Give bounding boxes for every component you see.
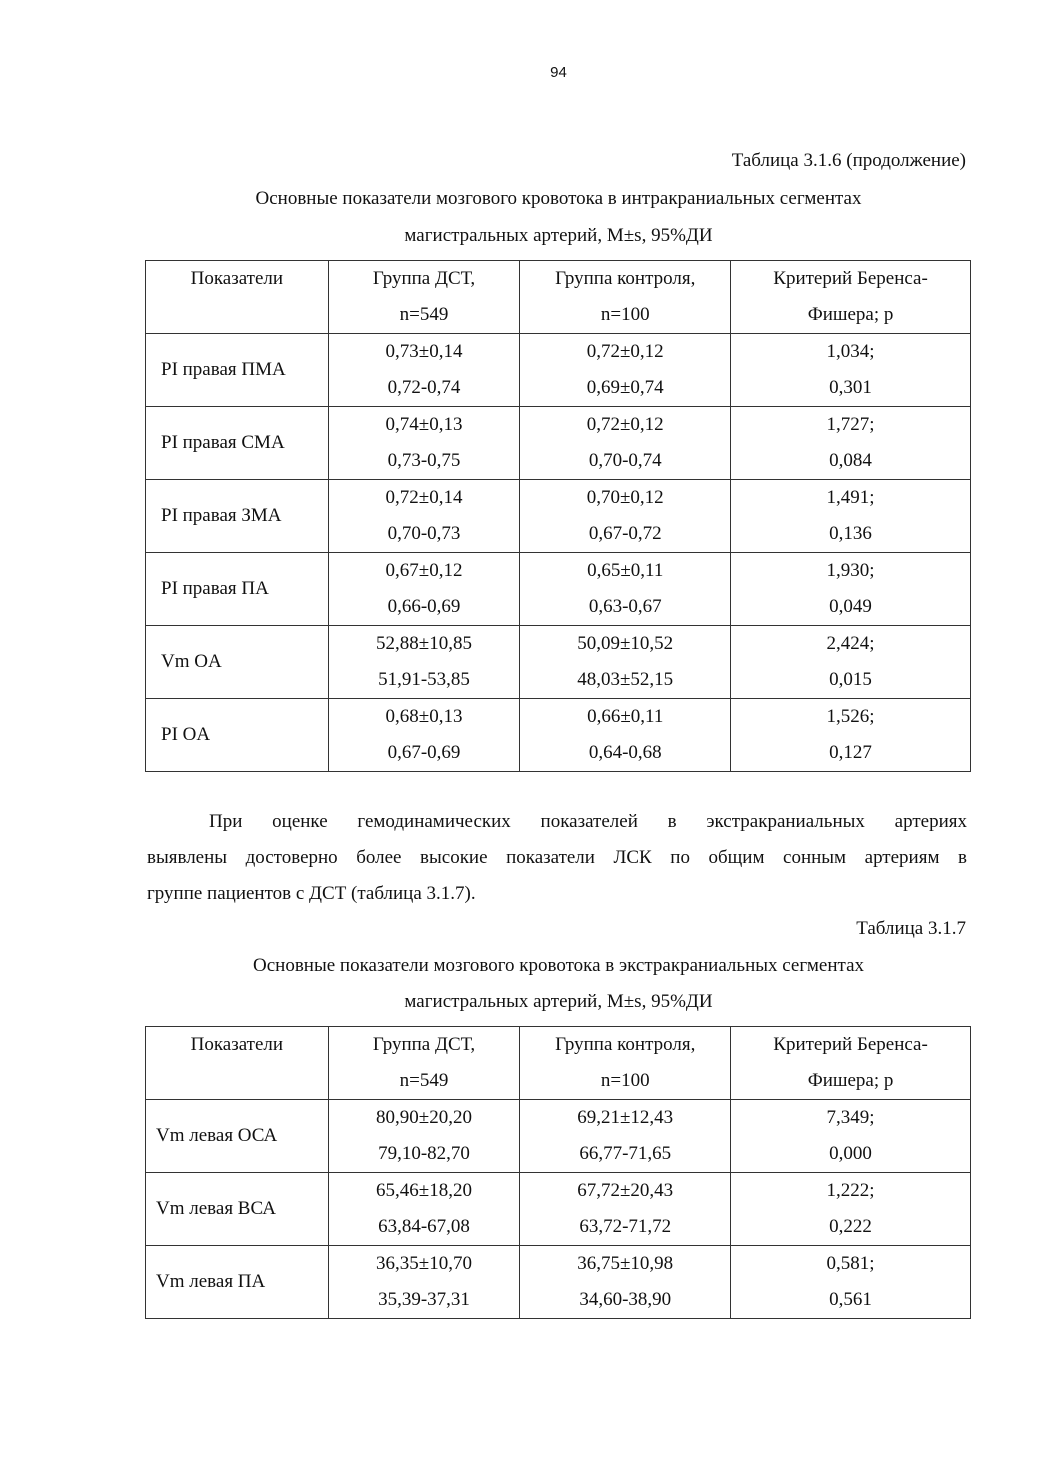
criterion-value: 1,930; xyxy=(826,560,875,581)
p-value: 0,084 xyxy=(829,450,872,471)
control-ci: 0,70-0,74 xyxy=(588,450,662,471)
table1-title-line1: Основные показатели мозгового кровотока в интракраниальных сегментах xyxy=(255,188,862,209)
table-row xyxy=(146,1173,971,1246)
table-row xyxy=(146,553,971,626)
table-row xyxy=(146,480,971,553)
control-mean: 36,75±10,98 xyxy=(577,1253,674,1274)
control-ci: 66,77-71,65 xyxy=(579,1143,672,1164)
table-row xyxy=(146,1246,971,1319)
header-control-n: n=100 xyxy=(600,1070,650,1091)
table2-title-line2: магистральных артерий, M±s, 95%ДИ xyxy=(404,991,713,1012)
body-paragraph xyxy=(147,804,967,912)
table1 xyxy=(145,260,971,772)
header-control-n: n=100 xyxy=(600,304,650,325)
header-control-group: Группа контроля, xyxy=(555,268,696,289)
p-value: 0,222 xyxy=(829,1216,872,1237)
row-label: PI OA xyxy=(161,724,211,745)
control-ci: 34,60-38,90 xyxy=(579,1289,672,1310)
row-label: Vm левая ПА xyxy=(156,1271,266,1292)
header-control-group: Группа контроля, xyxy=(555,1034,696,1055)
control-ci: 48,03±52,15 xyxy=(577,669,674,690)
dst-mean: 0,67±0,12 xyxy=(385,560,463,581)
p-value: 0,015 xyxy=(829,669,872,690)
criterion-value: 2,424; xyxy=(826,633,875,654)
table1-header-row xyxy=(146,261,971,334)
p-value: 0,301 xyxy=(829,377,872,398)
dst-ci: 0,72-0,74 xyxy=(387,377,461,398)
control-mean: 69,21±12,43 xyxy=(577,1107,674,1128)
paragraph-line2: выявлены достоверно более высокие показатели ЛСК по общим сонным артериям в xyxy=(147,847,967,868)
control-ci: 0,67-0,72 xyxy=(588,523,662,544)
p-value: 0,000 xyxy=(829,1143,872,1164)
control-mean: 0,66±0,11 xyxy=(587,706,664,727)
header-criterion-p: Фишера; p xyxy=(807,304,894,325)
criterion-value: 1,222; xyxy=(826,1180,875,1201)
dst-ci: 0,66-0,69 xyxy=(387,596,461,617)
header-indicators: Показатели xyxy=(190,268,284,289)
row-label: PI правая ПМА xyxy=(161,359,286,380)
criterion-value: 1,491; xyxy=(826,487,875,508)
paragraph-line3: группе пациентов с ДСТ (таблица 3.1.7). xyxy=(147,883,476,904)
dst-mean: 0,74±0,13 xyxy=(385,414,463,435)
control-mean: 0,72±0,12 xyxy=(586,341,664,362)
row-label: PI правая ПА xyxy=(161,578,269,599)
dst-mean: 0,73±0,14 xyxy=(385,341,463,362)
p-value: 0,561 xyxy=(829,1289,872,1310)
dst-mean: 0,72±0,14 xyxy=(385,487,463,508)
header-dst-n: n=549 xyxy=(399,1070,449,1091)
table1-caption: Таблица 3.1.6 (продолжение) xyxy=(731,150,966,171)
table-row xyxy=(146,407,971,480)
dst-ci: 0,67-0,69 xyxy=(387,742,461,763)
table-row xyxy=(146,1100,971,1173)
criterion-value: 7,349; xyxy=(826,1107,875,1128)
table2 xyxy=(145,1026,971,1319)
control-mean: 0,65±0,11 xyxy=(587,560,664,581)
table-row xyxy=(146,626,971,699)
dst-mean: 65,46±18,20 xyxy=(376,1180,472,1201)
table1-title-line2: магистральных артерий, M±s, 95%ДИ xyxy=(404,225,713,246)
control-mean: 0,72±0,12 xyxy=(586,414,664,435)
row-label: PI правая ЗМА xyxy=(161,505,282,526)
dst-ci: 0,73-0,75 xyxy=(387,450,461,471)
dst-mean: 80,90±20,20 xyxy=(376,1107,472,1128)
control-mean: 0,70±0,12 xyxy=(586,487,664,508)
dst-ci: 35,39-37,31 xyxy=(378,1289,470,1310)
table-row xyxy=(146,699,971,772)
control-ci: 63,72-71,72 xyxy=(579,1216,672,1237)
control-mean: 50,09±10,52 xyxy=(577,633,674,654)
row-label: Vm OA xyxy=(161,651,222,672)
table2-title-line1: Основные показатели мозгового кровотока в экстракраниальных сегментах xyxy=(253,955,864,976)
header-dst-n: n=549 xyxy=(399,304,449,325)
control-ci: 0,64-0,68 xyxy=(588,742,662,763)
paragraph-line1: При оценке гемодинамических показателей в экстракраниальных артериях xyxy=(209,811,967,832)
dst-ci: 79,10-82,70 xyxy=(378,1143,470,1164)
control-ci: 0,69±0,74 xyxy=(586,377,664,398)
table2-caption: Таблица 3.1.7 xyxy=(856,918,966,939)
table2-header-row xyxy=(146,1027,971,1100)
header-criterion: Критерий Беренса- xyxy=(773,268,928,289)
criterion-value: 1,727; xyxy=(826,414,875,435)
dst-mean: 36,35±10,70 xyxy=(376,1253,472,1274)
row-label: Vm левая ОСА xyxy=(156,1125,278,1146)
p-value: 0,049 xyxy=(829,596,872,617)
dst-ci: 0,70-0,73 xyxy=(387,523,461,544)
header-criterion-p: Фишера; p xyxy=(807,1070,894,1091)
criterion-value: 0,581; xyxy=(826,1253,875,1274)
criterion-value: 1,526; xyxy=(826,706,875,727)
control-ci: 0,63-0,67 xyxy=(588,596,662,617)
dst-mean: 52,88±10,85 xyxy=(376,633,472,654)
p-value: 0,127 xyxy=(829,742,872,763)
header-dst-group: Группа ДСТ, xyxy=(372,1034,476,1055)
p-value: 0,136 xyxy=(829,523,872,544)
dst-ci: 51,91-53,85 xyxy=(378,669,470,690)
header-indicators: Показатели xyxy=(190,1034,284,1055)
header-criterion: Критерий Беренса- xyxy=(773,1034,928,1055)
dst-ci: 63,84-67,08 xyxy=(378,1216,470,1237)
header-dst-group: Группа ДСТ, xyxy=(372,268,476,289)
page-number: 94 xyxy=(550,64,567,81)
control-mean: 67,72±20,43 xyxy=(577,1180,674,1201)
table-row xyxy=(146,334,971,407)
criterion-value: 1,034; xyxy=(826,341,875,362)
dst-mean: 0,68±0,13 xyxy=(385,706,463,727)
row-label: Vm левая ВСА xyxy=(156,1198,276,1219)
row-label: PI правая СМА xyxy=(161,432,285,453)
